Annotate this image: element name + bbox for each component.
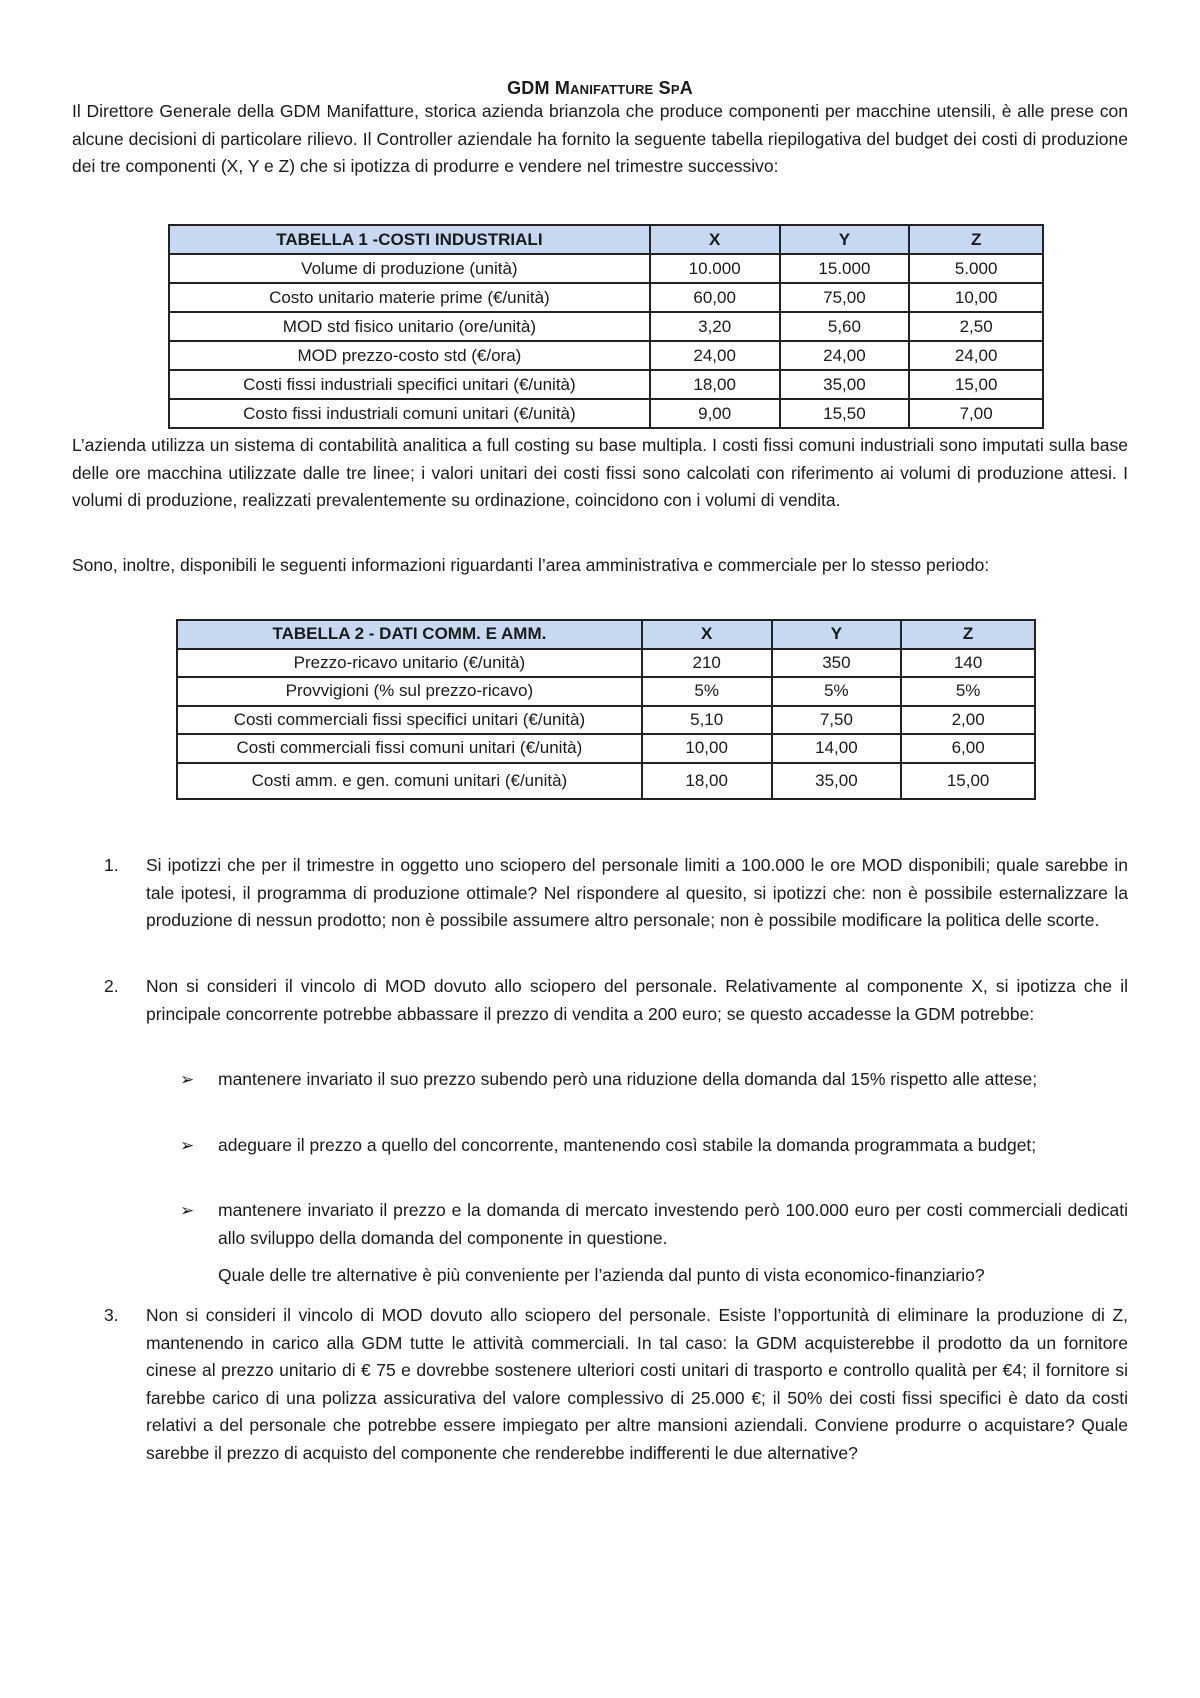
table-cell: Prezzo-ricavo unitario (€/unità) (177, 649, 642, 678)
table-row (169, 341, 1043, 370)
question-3-text: Non si consideri il vincolo di MOD dovuto allo sciopero del personale. Esiste l’opportunità di eliminare la produzione di Z, mantenendo in carico alla GDM tutte le attività commerciali. In tal caso: la GDM acquisterebbe il prodotto da un fornitore cinese al prezzo unitario di € 75 e dovrebbe sostenere ulteriori costi unitari di trasporto e controllo qualità per €4; il fornitore si farebbe carico di una polizza assicurativa del valore complessivo di 25.000 €; il 50% dei costi fissi specifici è dato da costi relativi a del personale che potrebbe essere impiegato per altre mansioni aziendali. Conviene produrre o acquistare? Quale sarebbe il prezzo di acquisto del componente che renderebbe indifferenti le due alternative? (146, 1305, 1128, 1463)
table-header-cell: Y (772, 620, 902, 649)
table-cell: 5,10 (642, 706, 772, 735)
table-cell: 75,00 (780, 283, 910, 312)
table-header-cell: X (650, 225, 780, 254)
table-cell: Volume di produzione (unità) (169, 254, 650, 283)
table-cell: 210 (642, 649, 772, 678)
table-cell: 2,00 (901, 706, 1035, 735)
table-cell: 24,00 (780, 341, 910, 370)
table-cell: Costi commerciali fissi comuni unitari (€/unità) (177, 734, 642, 763)
table-header-row (177, 620, 1035, 649)
question-number: 1. (104, 855, 119, 875)
arrow-bullet-icon: ➢ (180, 1070, 195, 1089)
table-cell: 5% (772, 677, 902, 706)
table-cell: 15,00 (909, 370, 1043, 399)
question-2-closing: Quale delle tre alternative è più conveniente per l’azienda dal punto di vista economico-finanziario? (218, 1265, 985, 1285)
question-2-text: Non si consideri il vincolo di MOD dovuto allo sciopero del personale. Relativamente al componente X, si ipotizza che il principale concorrente potrebbe abbassare il prezzo di vendita a 200 euro; se questo accadesse la GDM potrebbe: (146, 976, 1128, 1024)
option-text: mantenere invariato il suo prezzo subendo però una riduzione della domanda dal 15% rispetto alle attese; (218, 1069, 1038, 1089)
table-cell: 15,50 (780, 399, 910, 428)
table-cell: 5,60 (780, 312, 910, 341)
arrow-bullet-icon: ➢ (180, 1136, 195, 1155)
table-cell: 10.000 (650, 254, 780, 283)
table-row (169, 370, 1043, 399)
table-row (169, 283, 1043, 312)
table-cell: 7,50 (772, 706, 902, 735)
table-cell: 3,20 (650, 312, 780, 341)
table-row (177, 649, 1035, 678)
table-dati-comm-amm (176, 619, 1036, 800)
table-cell: 35,00 (772, 763, 902, 799)
table-row (177, 677, 1035, 706)
table-cell: 5.000 (909, 254, 1043, 283)
table-header-cell: X (642, 620, 772, 649)
table-header-cell: Z (901, 620, 1035, 649)
question-number: 2. (104, 976, 119, 996)
table-cell: Provvigioni (% sul prezzo-ricavo) (177, 677, 642, 706)
question-1-text: Si ipotizzi che per il trimestre in oggetto uno sciopero del personale limiti a 100.000 le ore MOD disponibili; quale sarebbe in tale ipotesi, il programma di produzione ottimale? Nel rispondere al quesito, si ipotizzi che: non è possibile esternalizzare la produzione di nessun prodotto; non è possibile assumere altro personale; non è possibile modificare la politica delle scorte. (146, 855, 1128, 930)
table-cell: 10,00 (642, 734, 772, 763)
table-cell: Costi amm. e gen. comuni unitari (€/unità) (177, 763, 642, 799)
table-header-cell: TABELLA 1 -COSTI INDUSTRIALI (169, 225, 650, 254)
table-cell: 9,00 (650, 399, 780, 428)
table-cell: Costi commerciali fissi specifici unitari (€/unità) (177, 706, 642, 735)
table-cell: 350 (772, 649, 902, 678)
table-cell: 15.000 (780, 254, 910, 283)
table-cell: Costo fissi industriali comuni unitari (€/unità) (169, 399, 650, 428)
intro-paragraph: Il Direttore Generale della GDM Manifatture, storica azienda brianzola che produce componenti per macchine utensili, è alle prese con alcune decisioni di particolare rilievo. Il Controller aziendale ha fornito la seguente tabella riepilogativa del budget dei costi di produzione dei tre componenti (X, Y e Z) che si ipotizza di produrre e vendere nel trimestre successivo: (72, 101, 1128, 176)
accounting-paragraph: L’azienda utilizza un sistema di contabilità analitica a full costing su base multipla. I costi fissi comuni industriali sono imputati sulla base delle ore macchina utilizzate dalle tre linee; i valori unitari dei costi fissi sono calcolati con riferimento ai volumi di produzione attesi. I volumi di produzione, realizzati prevalentemente su ordinazione, coincidono con i volumi di vendita. (72, 435, 1128, 510)
table-row (177, 763, 1035, 799)
question-number: 3. (104, 1305, 119, 1325)
table-cell: 15,00 (901, 763, 1035, 799)
table-cell: 5% (901, 677, 1035, 706)
table-cell: 2,50 (909, 312, 1043, 341)
option-text: mantenere invariato il prezzo e la domanda di mercato investendo però 100.000 euro per costi commerciali dedicati allo sviluppo della domanda del componente in questione. (218, 1200, 1128, 1248)
table-row (169, 312, 1043, 341)
table-cell: 140 (901, 649, 1035, 678)
table-cell: 18,00 (642, 763, 772, 799)
table-row (169, 399, 1043, 428)
table-cell: 18,00 (650, 370, 780, 399)
table-header-cell: Y (780, 225, 910, 254)
table-cell: MOD std fisico unitario (ore/unità) (169, 312, 650, 341)
document-title: GDM Manifatture SpA (507, 78, 693, 98)
table-cell: MOD prezzo-costo std (€/ora) (169, 341, 650, 370)
table-cell: 24,00 (650, 341, 780, 370)
table-cell: 60,00 (650, 283, 780, 312)
table-header-cell: Z (909, 225, 1043, 254)
table-header-row (169, 225, 1043, 254)
table-cell: 35,00 (780, 370, 910, 399)
arrow-bullet-icon: ➢ (180, 1201, 195, 1220)
table-cell: 14,00 (772, 734, 902, 763)
table-cell: 5% (642, 677, 772, 706)
table-row (177, 706, 1035, 735)
table-row (177, 734, 1035, 763)
table-cell: 6,00 (901, 734, 1035, 763)
table-costi-industriali (168, 224, 1044, 429)
info-paragraph: Sono, inoltre, disponibili le seguenti informazioni riguardanti l’area amministrativa e commerciale per lo stesso periodo: (72, 555, 990, 575)
table-row (169, 254, 1043, 283)
table-cell: 24,00 (909, 341, 1043, 370)
table-cell: Costo unitario materie prime (€/unità) (169, 283, 650, 312)
option-text: adeguare il prezzo a quello del concorrente, mantenendo così stabile la domanda programmata a budget; (218, 1135, 1037, 1155)
table-cell: 10,00 (909, 283, 1043, 312)
table-cell: Costi fissi industriali specifici unitari (€/unità) (169, 370, 650, 399)
table-header-cell: TABELLA 2 - DATI COMM. E AMM. (177, 620, 642, 649)
table-cell: 7,00 (909, 399, 1043, 428)
